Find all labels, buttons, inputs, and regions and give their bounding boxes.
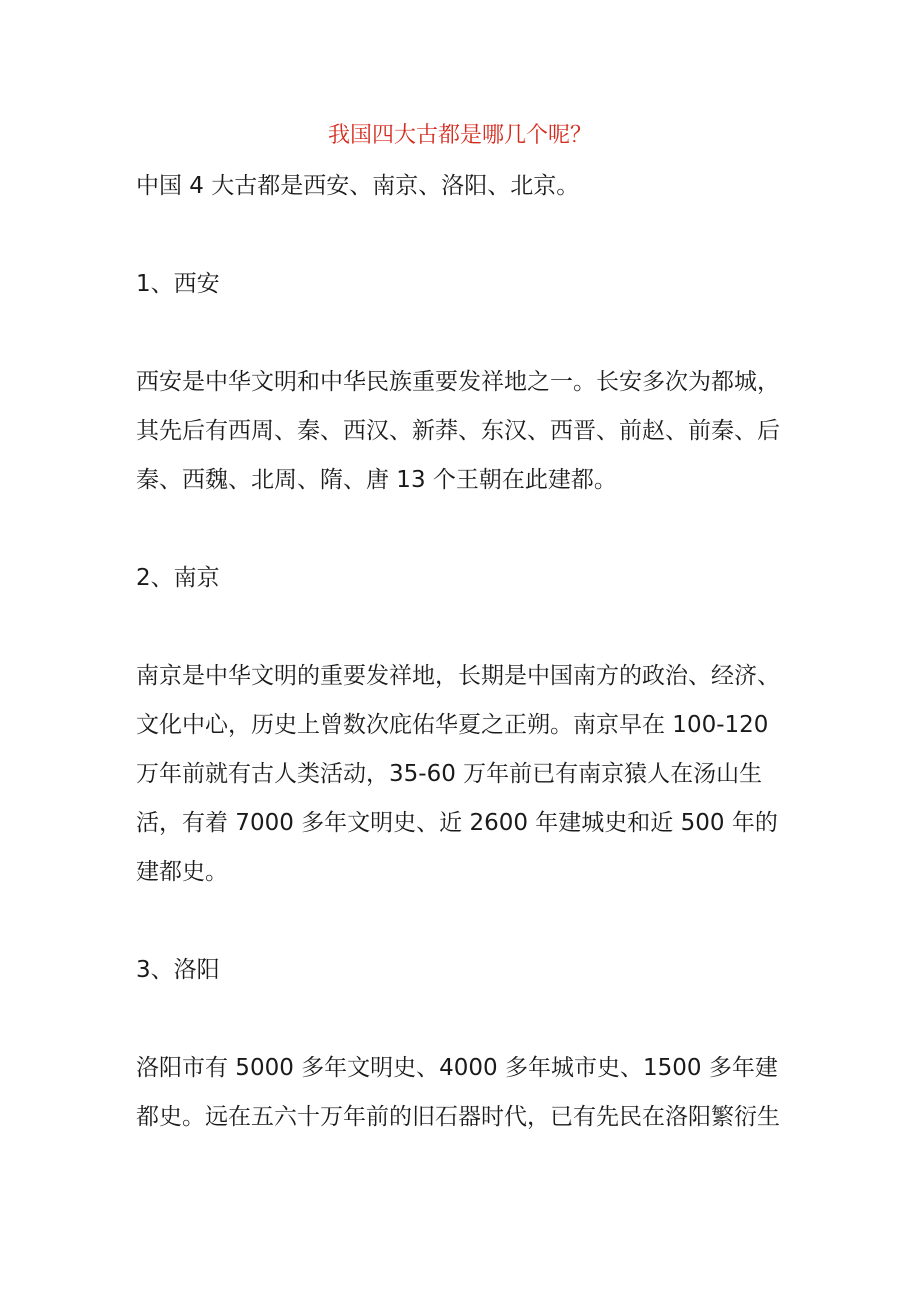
section-heading-xian: 1、西安 xyxy=(136,271,220,297)
section-body-xian: 西安是中华文明和中华民族重要发祥地之一。长安多次为都城，其先后有西周、秦、西汉、新莽、东汉、西晋、前赵、前秦、后秦、西魏、北周、隋、唐 13 个王朝在此建都。 xyxy=(136,369,780,493)
document-title: 我国四大古都是哪几个呢？ xyxy=(327,123,592,148)
spacer xyxy=(136,995,796,1044)
spacer xyxy=(136,505,796,554)
section-body-luoyang: 洛阳市有 5000 多年文明史、4000 多年城市史、1500 多年建都史。远在五六十万年前的旧石器时代，已有先民在洛阳繁衍生 xyxy=(136,1055,780,1130)
section-heading-luoyang: 3、洛阳 xyxy=(136,957,220,983)
section-body-nanjing: 南京是中华文明的重要发祥地，长期是中国南方的政治、经济、文化中心，历史上曾数次庇佑华夏之正朔。南京早在 100-120 万年前就有古人类活动，35-60 万年前已有南京猿人在汤山生活，有着 7000 多年文明史、近 2600 年建城史和近 500 年的建都史。 xyxy=(136,663,780,885)
spacer xyxy=(136,603,796,652)
spacer xyxy=(136,211,796,260)
spacer xyxy=(136,897,796,946)
intro-paragraph: 中国 4 大古都是西安、南京、洛阳、北京。 xyxy=(136,173,580,199)
section-heading-nanjing: 2、南京 xyxy=(136,565,220,591)
spacer xyxy=(136,309,796,358)
document-content xyxy=(136,162,796,1142)
